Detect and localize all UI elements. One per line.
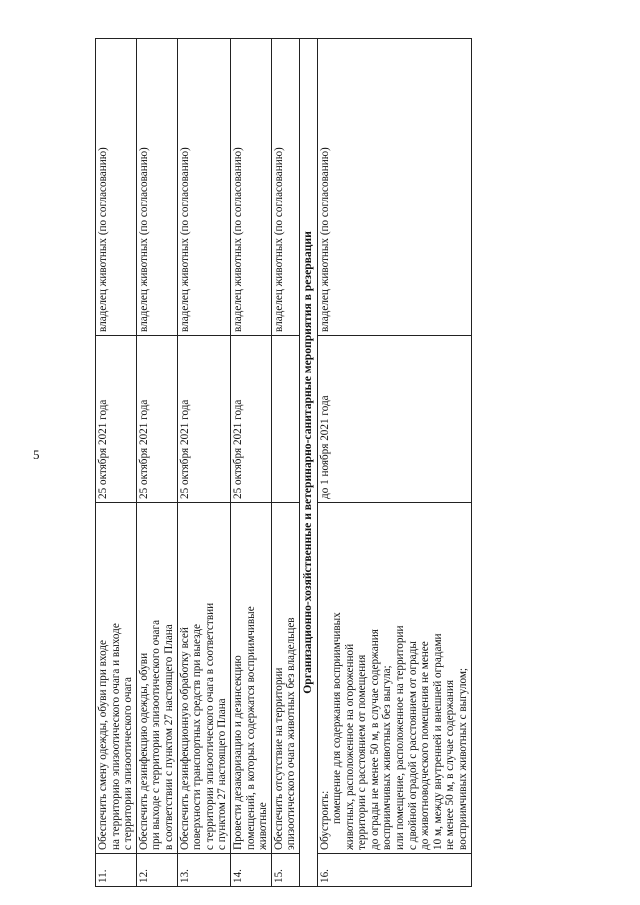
action-line: до ограды не менее 50 м, в случае содержания [368, 629, 381, 850]
action-line: до животноводческого помещения не менее [419, 641, 432, 850]
responsible-cell: владелец животных (по согласованию) [96, 39, 137, 336]
action-title: Обустроить: [318, 790, 331, 850]
table-row [177, 39, 230, 887]
action-line: эпизоотического очага животных без владельцев [285, 617, 298, 850]
section-heading: Организационно-хозяйственные и ветеринарно-санитарные мероприятия в резервации [299, 39, 317, 887]
table-row [136, 39, 177, 887]
action-line: помещение для содержания восприимчивых [331, 612, 344, 824]
table-row [230, 39, 271, 887]
responsible-cell: владелец животных (по согласованию) [271, 39, 299, 336]
action-line: или помещение, расположенное на территории [394, 625, 407, 850]
deadline-cell: 25 октября 2021 года [230, 336, 271, 503]
page-number: 5 [33, 447, 40, 462]
row-number: 11. [96, 854, 137, 887]
action-cell [96, 503, 137, 854]
row-number: 12. [136, 854, 177, 887]
row-number: 15. [271, 854, 299, 887]
action-line: с пунктом 27 настоящего Плана [216, 698, 229, 850]
responsible-cell: владелец животных (по согласованию) [177, 39, 230, 336]
action-cell [317, 503, 471, 854]
action-line: в соответствии с пунктом 27 настоящего Плана [162, 624, 175, 850]
responsible-cell: владелец животных (по согласованию) [317, 39, 471, 336]
table-row [96, 39, 137, 887]
action-line: восприимчивых животных без выгула; [381, 665, 394, 850]
row-number: 16. [317, 854, 471, 887]
section-heading-row [299, 39, 317, 887]
action-line: восприимчивых животных с выгулом; [457, 667, 470, 850]
action-line: не менее 50 м, в случае содержания [444, 679, 457, 850]
action-line: животных, расположенное на огороженной [343, 643, 356, 850]
measures-table-body [96, 39, 300, 887]
action-line: Провести дезакаризацию и дезинсекцию [231, 655, 244, 850]
action-line: при выходе с территории эпизоотического очага [150, 619, 163, 850]
action-cell [136, 503, 177, 854]
action-line: 10 м, между внутренней и внешней оградами [431, 633, 444, 850]
responsible-cell: владелец животных (по согласованию) [136, 39, 177, 336]
measures-table [95, 38, 472, 887]
action-cell [177, 503, 230, 854]
reservation-section [299, 39, 471, 887]
row-number: 13. [177, 854, 230, 887]
action-cell [271, 503, 299, 854]
action-line: Обеспечить смену одежды, обуви при входе [97, 639, 109, 850]
action-line: помещений, в которых содержатся восприимчивые [244, 606, 257, 850]
action-cell [230, 503, 271, 854]
responsible-cell: владелец животных (по согласованию) [230, 39, 271, 336]
action-line: на территорию эпизоотического очага и выходе [109, 623, 122, 850]
deadline-cell [271, 336, 299, 503]
action-line: с двойной оградой с расстоянием от ограды [406, 641, 419, 850]
action-line: с территории эпизоотического очага [122, 677, 135, 850]
action-line: Обеспечить дезинфекцию одежды, обуви [137, 652, 150, 850]
deadline-cell: 25 октября 2021 года [96, 336, 137, 503]
deadline-cell: до 1 ноября 2021 года [317, 336, 471, 503]
action-line: Обеспечить дезинфекционную обработку всей [178, 627, 191, 850]
action-line: территории с расстоянием от помещения [356, 654, 369, 850]
deadline-cell: 25 октября 2021 года [177, 336, 230, 503]
deadline-cell: 25 октября 2021 года [136, 336, 177, 503]
row-number: 14. [230, 854, 271, 887]
action-line: животные [257, 802, 270, 850]
action-line: Обеспечить отсутствие на территории [272, 667, 285, 850]
action-line: поверхности транспортных средств при выезде [191, 624, 204, 850]
table-row [317, 39, 471, 887]
action-line: с территории эпизоотического очага в соответствии [203, 602, 216, 850]
table-row [271, 39, 299, 887]
